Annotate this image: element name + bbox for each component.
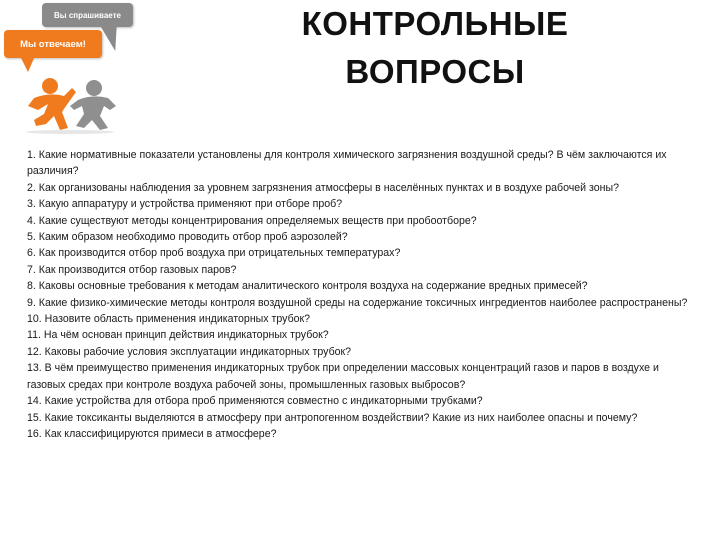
grey-person-icon — [70, 80, 116, 130]
question-item: 2. Как организованы наблюдения за уровнем загрязнения атмосферы в населённых пунктах и в воздухе рабочей зоны? — [27, 181, 620, 194]
question-item: 1. Какие нормативные показатели установлены для контроля химического загрязнения воздушной среды? В чём заключаются их различия? — [27, 149, 667, 178]
question-item: 16. Как классифицируются примеси в атмосфере? — [27, 427, 277, 440]
question-item: 14. Какие устройства для отбора проб применяются совместно с индикаторными трубками? — [27, 395, 483, 408]
question-item: 10. Назовите область применения индикаторных трубок? — [27, 313, 311, 326]
title-line-1: КОНТРОЛЬНЫЕ — [301, 5, 569, 42]
speech-bubble-grey — [42, 3, 133, 27]
question-item: 9. Какие физико-химические методы контроля воздушной среды на содержание токсичных ингредиентов наиболее распространены? — [27, 296, 688, 309]
question-item: 15. Какие токсиканты выделяются в атмосферу при антропогенном воздействии? Какие из них наиболее опасны и почему? — [27, 411, 638, 424]
speech-bubble-orange — [4, 30, 102, 58]
questions-list — [27, 147, 692, 442]
two-people-talking-icon — [20, 76, 120, 134]
question-item: 8. Каковы основные требования к методам аналитического контроля воздуха на содержание вредных примесей? — [27, 280, 588, 293]
title-line-2: ВОПРОСЫ — [345, 53, 525, 90]
question-item: 13. В чём преимущество применения индикаторных трубок при определении массовых концентраций газов и паров в воздухе и газовых средах при контроле воздуха рабочей зоны, промышленных газовых выбросов? — [27, 362, 659, 391]
bubble-grey-text: Вы спрашиваете — [53, 10, 121, 20]
question-item: 11. На чём основан принцип действия индикаторных трубок? — [27, 329, 329, 342]
question-item: 3. Какую аппаратуру и устройства применяют при отборе проб? — [27, 198, 343, 211]
page-title — [250, 0, 620, 96]
logo — [0, 0, 150, 135]
question-item: 12. Каковы рабочие условия эксплуатации индикаторных трубок? — [27, 345, 352, 358]
bubble-orange-text: Мы отвечаем! — [20, 38, 86, 50]
question-item: 5. Каким образом необходимо проводить отбор проб аэрозолей? — [27, 231, 348, 244]
question-item: 4. Какие существуют методы концентрирования определяемых веществ при пробоотборе? — [27, 214, 477, 227]
question-item: 6. Как производится отбор проб воздуха при отрицательных температурах? — [27, 247, 401, 260]
question-item: 7. Как производится отбор газовых паров? — [27, 263, 237, 276]
orange-person-icon — [28, 78, 76, 130]
